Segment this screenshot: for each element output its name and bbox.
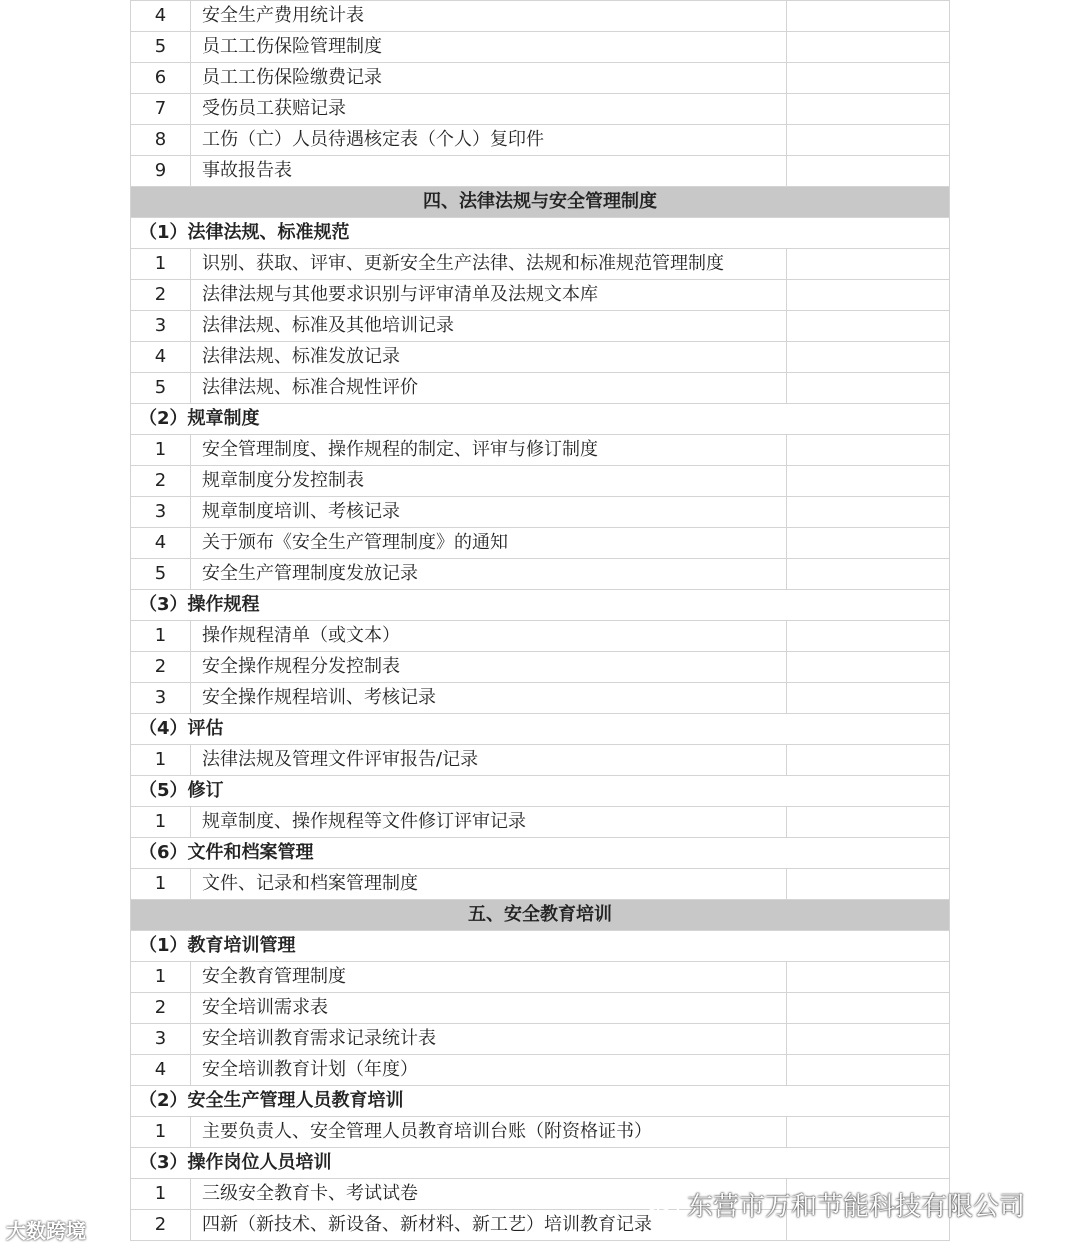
subsection-title: （2）规章制度 xyxy=(131,404,950,435)
row-item-name: 文件、记录和档案管理制度 xyxy=(191,869,787,900)
row-empty-cell xyxy=(787,156,950,187)
row-item-name: 法律法规、标准合规性评价 xyxy=(191,373,787,404)
table-row xyxy=(131,683,950,714)
row-item-name: 安全培训需求表 xyxy=(191,993,787,1024)
table-row xyxy=(131,280,950,311)
row-empty-cell xyxy=(787,125,950,156)
table-row xyxy=(131,342,950,373)
row-empty-cell xyxy=(787,962,950,993)
subsection-title: （3）操作规程 xyxy=(131,590,950,621)
row-empty-cell xyxy=(787,32,950,63)
subsection-header-row xyxy=(131,714,950,745)
table-row xyxy=(131,869,950,900)
row-item-name: 法律法规与其他要求识别与评审清单及法规文本库 xyxy=(191,280,787,311)
watermark-left-text: 大数跨境 xyxy=(6,1219,86,1243)
table-row xyxy=(131,435,950,466)
subsection-header-row xyxy=(131,1086,950,1117)
row-number: 6 xyxy=(131,63,191,94)
row-number: 2 xyxy=(131,652,191,683)
row-item-name: 事故报告表 xyxy=(191,156,787,187)
row-item-name: 规章制度培训、考核记录 xyxy=(191,497,787,528)
row-number: 5 xyxy=(131,32,191,63)
subsection-header-row xyxy=(131,1148,950,1179)
table-row xyxy=(131,1055,950,1086)
row-empty-cell xyxy=(787,559,950,590)
table-row xyxy=(131,652,950,683)
row-number: 8 xyxy=(131,125,191,156)
table-row xyxy=(131,94,950,125)
row-item-name: 员工工伤保险管理制度 xyxy=(191,32,787,63)
row-item-name: 三级安全教育卡、考试试卷 xyxy=(191,1179,787,1210)
table-row xyxy=(131,993,950,1024)
row-number: 3 xyxy=(131,1024,191,1055)
row-empty-cell xyxy=(787,497,950,528)
subsection-header-row xyxy=(131,404,950,435)
table-row xyxy=(131,1117,950,1148)
table-row xyxy=(131,1024,950,1055)
row-number: 2 xyxy=(131,280,191,311)
row-empty-cell xyxy=(787,94,950,125)
row-empty-cell xyxy=(787,249,950,280)
row-item-name: 员工工伤保险缴费记录 xyxy=(191,63,787,94)
table-row xyxy=(131,962,950,993)
row-item-name: 法律法规、标准发放记录 xyxy=(191,342,787,373)
table-row xyxy=(131,32,950,63)
row-number: 1 xyxy=(131,1179,191,1210)
table-row xyxy=(131,1,950,32)
subsection-title: （4）评估 xyxy=(131,714,950,745)
row-number: 4 xyxy=(131,342,191,373)
row-item-name: 识别、获取、评审、更新安全生产法律、法规和标准规范管理制度 xyxy=(191,249,787,280)
row-empty-cell xyxy=(787,745,950,776)
table-row xyxy=(131,559,950,590)
row-item-name: 安全培训教育计划（年度） xyxy=(191,1055,787,1086)
table-row xyxy=(131,156,950,187)
table-row xyxy=(131,497,950,528)
section-title: 四、法律法规与安全管理制度 xyxy=(131,187,950,218)
row-item-name: 法律法规及管理文件评审报告/记录 xyxy=(191,745,787,776)
subsection-title: （6）文件和档案管理 xyxy=(131,838,950,869)
row-empty-cell xyxy=(787,1024,950,1055)
table-row xyxy=(131,745,950,776)
row-item-name: 主要负责人、安全管理人员教育培训台账（附资格证书） xyxy=(191,1117,787,1148)
row-item-name: 受伤员工获赔记录 xyxy=(191,94,787,125)
row-item-name: 安全生产管理制度发放记录 xyxy=(191,559,787,590)
section-header-row xyxy=(131,900,950,931)
section-header-row xyxy=(131,187,950,218)
table-row xyxy=(131,63,950,94)
row-number: 7 xyxy=(131,94,191,125)
row-number: 1 xyxy=(131,435,191,466)
table-row xyxy=(131,807,950,838)
subsection-title: （1）教育培训管理 xyxy=(131,931,950,962)
row-number: 9 xyxy=(131,156,191,187)
row-number: 5 xyxy=(131,373,191,404)
row-number: 1 xyxy=(131,621,191,652)
row-empty-cell xyxy=(787,311,950,342)
row-empty-cell xyxy=(787,621,950,652)
row-number: 1 xyxy=(131,962,191,993)
subsection-header-row xyxy=(131,218,950,249)
row-item-name: 安全教育管理制度 xyxy=(191,962,787,993)
row-number: 2 xyxy=(131,993,191,1024)
row-number: 3 xyxy=(131,311,191,342)
row-item-name: 规章制度分发控制表 xyxy=(191,466,787,497)
watermark-right xyxy=(645,1186,1025,1223)
row-number: 1 xyxy=(131,745,191,776)
row-empty-cell xyxy=(787,869,950,900)
row-item-name: 安全操作规程培训、考核记录 xyxy=(191,683,787,714)
watermark-right-text: 东营市万和节能科技有限公司 xyxy=(687,1192,1026,1222)
row-item-name: 安全培训教育需求记录统计表 xyxy=(191,1024,787,1055)
section-title: 五、安全教育培训 xyxy=(131,900,950,931)
row-item-name: 安全操作规程分发控制表 xyxy=(191,652,787,683)
row-number: 4 xyxy=(131,1055,191,1086)
row-item-name: 规章制度、操作规程等文件修订评审记录 xyxy=(191,807,787,838)
row-number: 1 xyxy=(131,807,191,838)
row-empty-cell xyxy=(787,280,950,311)
table-row xyxy=(131,373,950,404)
row-number: 5 xyxy=(131,559,191,590)
row-empty-cell xyxy=(787,342,950,373)
row-empty-cell xyxy=(787,683,950,714)
row-empty-cell xyxy=(787,1117,950,1148)
table-row xyxy=(131,311,950,342)
row-number: 1 xyxy=(131,1117,191,1148)
subsection-title: （3）操作岗位人员培训 xyxy=(131,1148,950,1179)
row-item-name: 安全生产费用统计表 xyxy=(191,1,787,32)
row-empty-cell xyxy=(787,528,950,559)
watermark-left xyxy=(6,1215,86,1244)
row-item-name: 关于颁布《安全生产管理制度》的通知 xyxy=(191,528,787,559)
subsection-header-row xyxy=(131,590,950,621)
subsection-title: （2）安全生产管理人员教育培训 xyxy=(131,1086,950,1117)
document-table xyxy=(130,0,950,1241)
subsection-header-row xyxy=(131,931,950,962)
row-empty-cell xyxy=(787,466,950,497)
row-number: 1 xyxy=(131,249,191,280)
wechat-icon xyxy=(645,1190,681,1220)
row-number: 3 xyxy=(131,497,191,528)
row-item-name: 操作规程清单（或文本） xyxy=(191,621,787,652)
row-item-name: 四新（新技术、新设备、新材料、新工艺）培训教育记录 xyxy=(191,1210,787,1241)
row-empty-cell xyxy=(787,435,950,466)
row-number: 2 xyxy=(131,1210,191,1241)
row-empty-cell xyxy=(787,1,950,32)
table-row xyxy=(131,528,950,559)
row-number: 3 xyxy=(131,683,191,714)
table-row xyxy=(131,466,950,497)
row-item-name: 安全管理制度、操作规程的制定、评审与修订制度 xyxy=(191,435,787,466)
table-row xyxy=(131,621,950,652)
row-number: 4 xyxy=(131,1,191,32)
row-empty-cell xyxy=(787,373,950,404)
subsection-title: （5）修订 xyxy=(131,776,950,807)
table-row xyxy=(131,249,950,280)
row-empty-cell xyxy=(787,1055,950,1086)
row-empty-cell xyxy=(787,652,950,683)
row-item-name: 工伤（亡）人员待遇核定表（个人）复印件 xyxy=(191,125,787,156)
row-item-name: 法律法规、标准及其他培训记录 xyxy=(191,311,787,342)
row-empty-cell xyxy=(787,63,950,94)
row-empty-cell xyxy=(787,993,950,1024)
table-row xyxy=(131,125,950,156)
subsection-header-row xyxy=(131,776,950,807)
subsection-header-row xyxy=(131,838,950,869)
row-number: 2 xyxy=(131,466,191,497)
row-empty-cell xyxy=(787,807,950,838)
subsection-title: （1）法律法规、标准规范 xyxy=(131,218,950,249)
row-number: 4 xyxy=(131,528,191,559)
row-number: 1 xyxy=(131,869,191,900)
